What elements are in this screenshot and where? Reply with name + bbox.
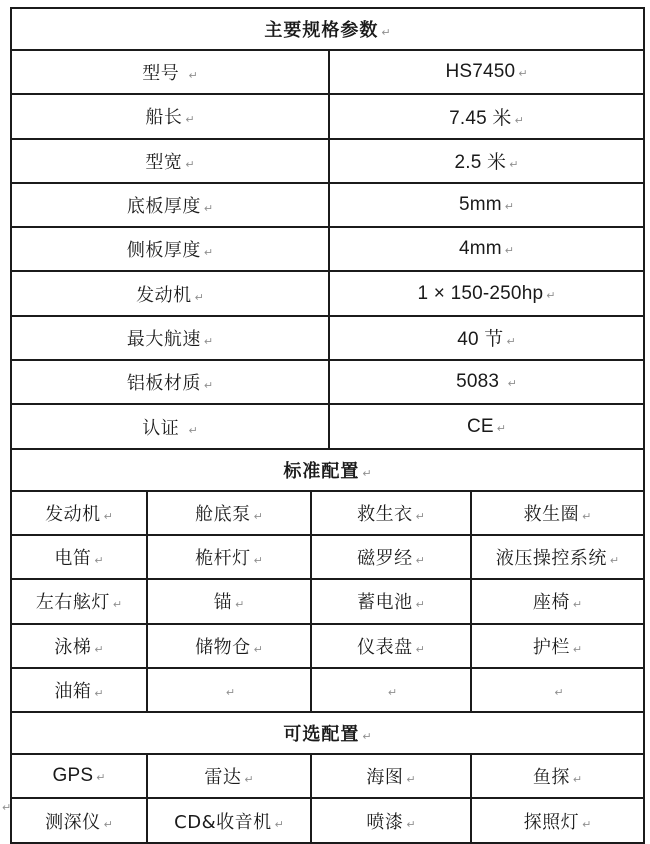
- spec-value-cell: [329, 139, 644, 183]
- config-item: 左右舷灯: [35, 592, 110, 614]
- paragraph-mark-icon: ↵: [415, 509, 425, 523]
- paragraph-mark-icon: ↵: [194, 290, 204, 304]
- config-item: 仪表盘: [357, 636, 413, 658]
- config-cell: [11, 491, 147, 535]
- config-cell: [11, 754, 147, 798]
- spec-value: 40 节: [457, 329, 504, 351]
- paragraph-mark-icon: ↵: [406, 773, 416, 787]
- table-row: [11, 579, 644, 623]
- table-row: [11, 491, 644, 535]
- paragraph-mark-icon: ↵: [496, 421, 506, 435]
- table-row: [11, 183, 644, 227]
- config-cell: [11, 535, 147, 579]
- table-row: [11, 360, 644, 404]
- spec-value: 4mm: [458, 238, 502, 260]
- config-cell: [471, 798, 644, 842]
- section-header-row: [11, 449, 644, 491]
- config-cell: [147, 535, 311, 579]
- spec-value: CE: [466, 415, 494, 437]
- paragraph-mark-icon: ↵: [506, 335, 516, 349]
- config-item: 蓄电池: [357, 592, 413, 614]
- paragraph-mark-icon: ↵: [188, 69, 198, 83]
- paragraph-mark-icon: ↵: [185, 157, 195, 171]
- section-title: 主要规格参数: [264, 20, 379, 41]
- config-item: 海图: [366, 767, 404, 789]
- config-item: 喷漆: [366, 811, 404, 833]
- config-item: 鱼探: [532, 767, 570, 789]
- config-cell: [311, 535, 471, 579]
- config-cell: [311, 579, 471, 623]
- config-item: 舱底泵: [195, 503, 251, 525]
- config-item: 救生圈: [523, 503, 580, 525]
- paragraph-mark-icon: ↵: [96, 771, 106, 785]
- spec-table: [10, 7, 645, 450]
- config-cell: [471, 579, 644, 623]
- paragraph-mark-icon: ↵: [509, 158, 519, 172]
- section-header-row: [11, 712, 644, 754]
- paragraph-mark-icon: ↵: [572, 598, 583, 612]
- paragraph-mark-icon: ↵: [185, 113, 195, 127]
- paragraph-mark-icon: ↵: [387, 685, 398, 699]
- paragraph-mark-icon: ↵: [572, 642, 583, 656]
- config-cell: [147, 798, 311, 842]
- paragraph-mark-icon: ↵: [609, 554, 620, 568]
- paragraph-mark-icon: ↵: [572, 773, 583, 787]
- paragraph-mark-icon: ↵: [103, 817, 113, 831]
- config-cell: [471, 535, 644, 579]
- spec-label: 型号: [142, 63, 186, 85]
- section-header-row: [11, 8, 644, 50]
- paragraph-mark-icon: ↵: [582, 817, 592, 831]
- spec-value: 5083: [456, 371, 505, 393]
- config-item: 桅杆灯: [195, 548, 251, 570]
- paragraph-mark-icon: ↵: [554, 685, 564, 699]
- config-cell: [471, 491, 644, 535]
- paragraph-mark-icon: ↵: [225, 685, 236, 699]
- spec-value: HS7450: [445, 61, 516, 83]
- section-title: 可选配置: [283, 724, 360, 746]
- table-row: [11, 624, 644, 668]
- paragraph-mark-icon: ↵: [253, 509, 263, 523]
- spec-value-cell: [329, 316, 644, 360]
- spec-label: 发动机: [136, 284, 192, 306]
- paragraph-mark-icon: ↵: [94, 642, 104, 656]
- spec-value: 5mm: [458, 194, 502, 216]
- config-cell: [147, 579, 311, 623]
- paragraph-mark-icon: ↵: [103, 509, 113, 523]
- paragraph-mark-icon: ↵: [518, 67, 528, 81]
- paragraph-mark-icon: ↵: [507, 377, 517, 391]
- table-row: [11, 271, 644, 315]
- config-cell: [11, 624, 147, 668]
- table-row: [11, 50, 644, 94]
- paragraph-mark-icon: ↵: [415, 598, 425, 612]
- table-row: [11, 404, 644, 448]
- config-item: 储物仓: [195, 636, 251, 658]
- paragraph-mark-icon: ↵: [188, 423, 198, 437]
- spec-value: 7.45 米: [449, 107, 512, 129]
- config-item: 液压操控系统: [495, 548, 607, 570]
- paragraph-mark-icon: ↵: [112, 598, 123, 612]
- config-item: 锚: [213, 592, 233, 614]
- spec-value-cell: [329, 404, 644, 448]
- config-cell: [311, 491, 471, 535]
- config-cell: [471, 754, 644, 798]
- table-row: [11, 668, 644, 712]
- table-row: [11, 754, 644, 798]
- paragraph-mark-icon: ↵: [203, 246, 214, 260]
- config-cell-empty: [471, 668, 644, 712]
- spec-value-cell: [329, 183, 644, 227]
- section-title: 标准配置: [283, 460, 360, 482]
- spec-value-cell: [329, 94, 644, 138]
- config-item: 油箱: [54, 681, 92, 702]
- paragraph-mark-icon: ↵: [504, 244, 515, 258]
- paragraph-mark-icon: ↵: [582, 509, 592, 523]
- paragraph-mark-icon: ↵: [203, 202, 214, 216]
- paragraph-mark-icon: ↵: [514, 113, 524, 127]
- spec-label-cell: [11, 227, 329, 271]
- end-of-document-mark-icon: ↵: [2, 801, 12, 814]
- table-row: [11, 535, 644, 579]
- spec-label-cell: [11, 404, 329, 448]
- section-title-cell: [11, 449, 644, 491]
- spec-label: 型宽: [145, 151, 183, 173]
- config-cell: [147, 624, 311, 668]
- config-cell: [311, 798, 471, 842]
- config-cell: [147, 491, 311, 535]
- standard-config-table: [10, 448, 645, 713]
- spec-label-cell: [11, 316, 329, 360]
- spec-label: 底板厚度: [126, 196, 201, 218]
- spec-label: 铝板材质: [126, 373, 201, 395]
- paragraph-mark-icon: ↵: [274, 817, 284, 831]
- spec-label-cell: [11, 94, 329, 138]
- paragraph-mark-icon: ↵: [362, 466, 372, 480]
- paragraph-mark-icon: ↵: [415, 554, 425, 568]
- spec-value-cell: [329, 271, 644, 315]
- config-item: GPS: [52, 765, 94, 787]
- config-cell: [11, 798, 147, 842]
- spec-value-cell: [329, 50, 644, 94]
- config-item: 座椅: [532, 592, 570, 614]
- paragraph-mark-icon: ↵: [253, 642, 263, 656]
- config-item: 探照灯: [523, 811, 580, 833]
- section-title-cell: [11, 8, 644, 50]
- spec-label: 认证: [142, 417, 186, 439]
- paragraph-mark-icon: ↵: [94, 687, 104, 700]
- table-row: [11, 227, 644, 271]
- table-row: [11, 798, 644, 842]
- paragraph-mark-icon: ↵: [362, 730, 372, 744]
- paragraph-mark-icon: ↵: [253, 554, 263, 568]
- paragraph-mark-icon: ↵: [203, 379, 214, 393]
- spec-value-cell: [329, 360, 644, 404]
- optional-config-table: [10, 711, 645, 844]
- config-cell: [311, 624, 471, 668]
- paragraph-mark-icon: ↵: [235, 598, 245, 612]
- spec-label-cell: [11, 360, 329, 404]
- table-row: [11, 94, 644, 138]
- spec-value: 1 × 150-250hp: [417, 282, 544, 304]
- paragraph-mark-icon: ↵: [546, 288, 556, 302]
- config-cell: [471, 624, 644, 668]
- config-item: CD&收音机: [174, 811, 272, 833]
- spec-label-cell: [11, 139, 329, 183]
- table-row: [11, 139, 644, 183]
- spec-label-cell: [11, 50, 329, 94]
- config-cell: [147, 754, 311, 798]
- spec-label: 船长: [145, 107, 183, 129]
- config-cell-empty: [147, 668, 311, 712]
- config-item: 发动机: [45, 503, 101, 525]
- config-item: 电笛: [54, 548, 92, 570]
- spec-value: 2.5 米: [454, 152, 507, 174]
- paragraph-mark-icon: ↵: [381, 26, 391, 39]
- config-item: 磁罗经: [357, 548, 413, 570]
- config-item: 测深仪: [45, 811, 101, 833]
- config-item: 护栏: [532, 636, 570, 658]
- paragraph-mark-icon: ↵: [415, 642, 425, 656]
- paragraph-mark-icon: ↵: [94, 554, 104, 568]
- spec-value-cell: [329, 227, 644, 271]
- section-title-cell: [11, 712, 644, 754]
- spec-label-cell: [11, 271, 329, 315]
- spec-label: 侧板厚度: [126, 240, 201, 262]
- paragraph-mark-icon: ↵: [244, 773, 254, 787]
- spec-label: 最大航速: [126, 328, 201, 350]
- config-item: 泳梯: [54, 636, 92, 658]
- paragraph-mark-icon: ↵: [203, 334, 214, 348]
- config-cell-empty: [311, 668, 471, 712]
- config-item: 救生衣: [357, 503, 413, 525]
- config-item: 雷达: [204, 767, 242, 789]
- table-row: [11, 316, 644, 360]
- paragraph-mark-icon: ↵: [504, 200, 515, 214]
- config-cell: [311, 754, 471, 798]
- config-cell: [11, 668, 147, 712]
- paragraph-mark-icon: ↵: [406, 817, 416, 831]
- spec-sheet: [10, 7, 643, 844]
- config-cell: [11, 579, 147, 623]
- spec-label-cell: [11, 183, 329, 227]
